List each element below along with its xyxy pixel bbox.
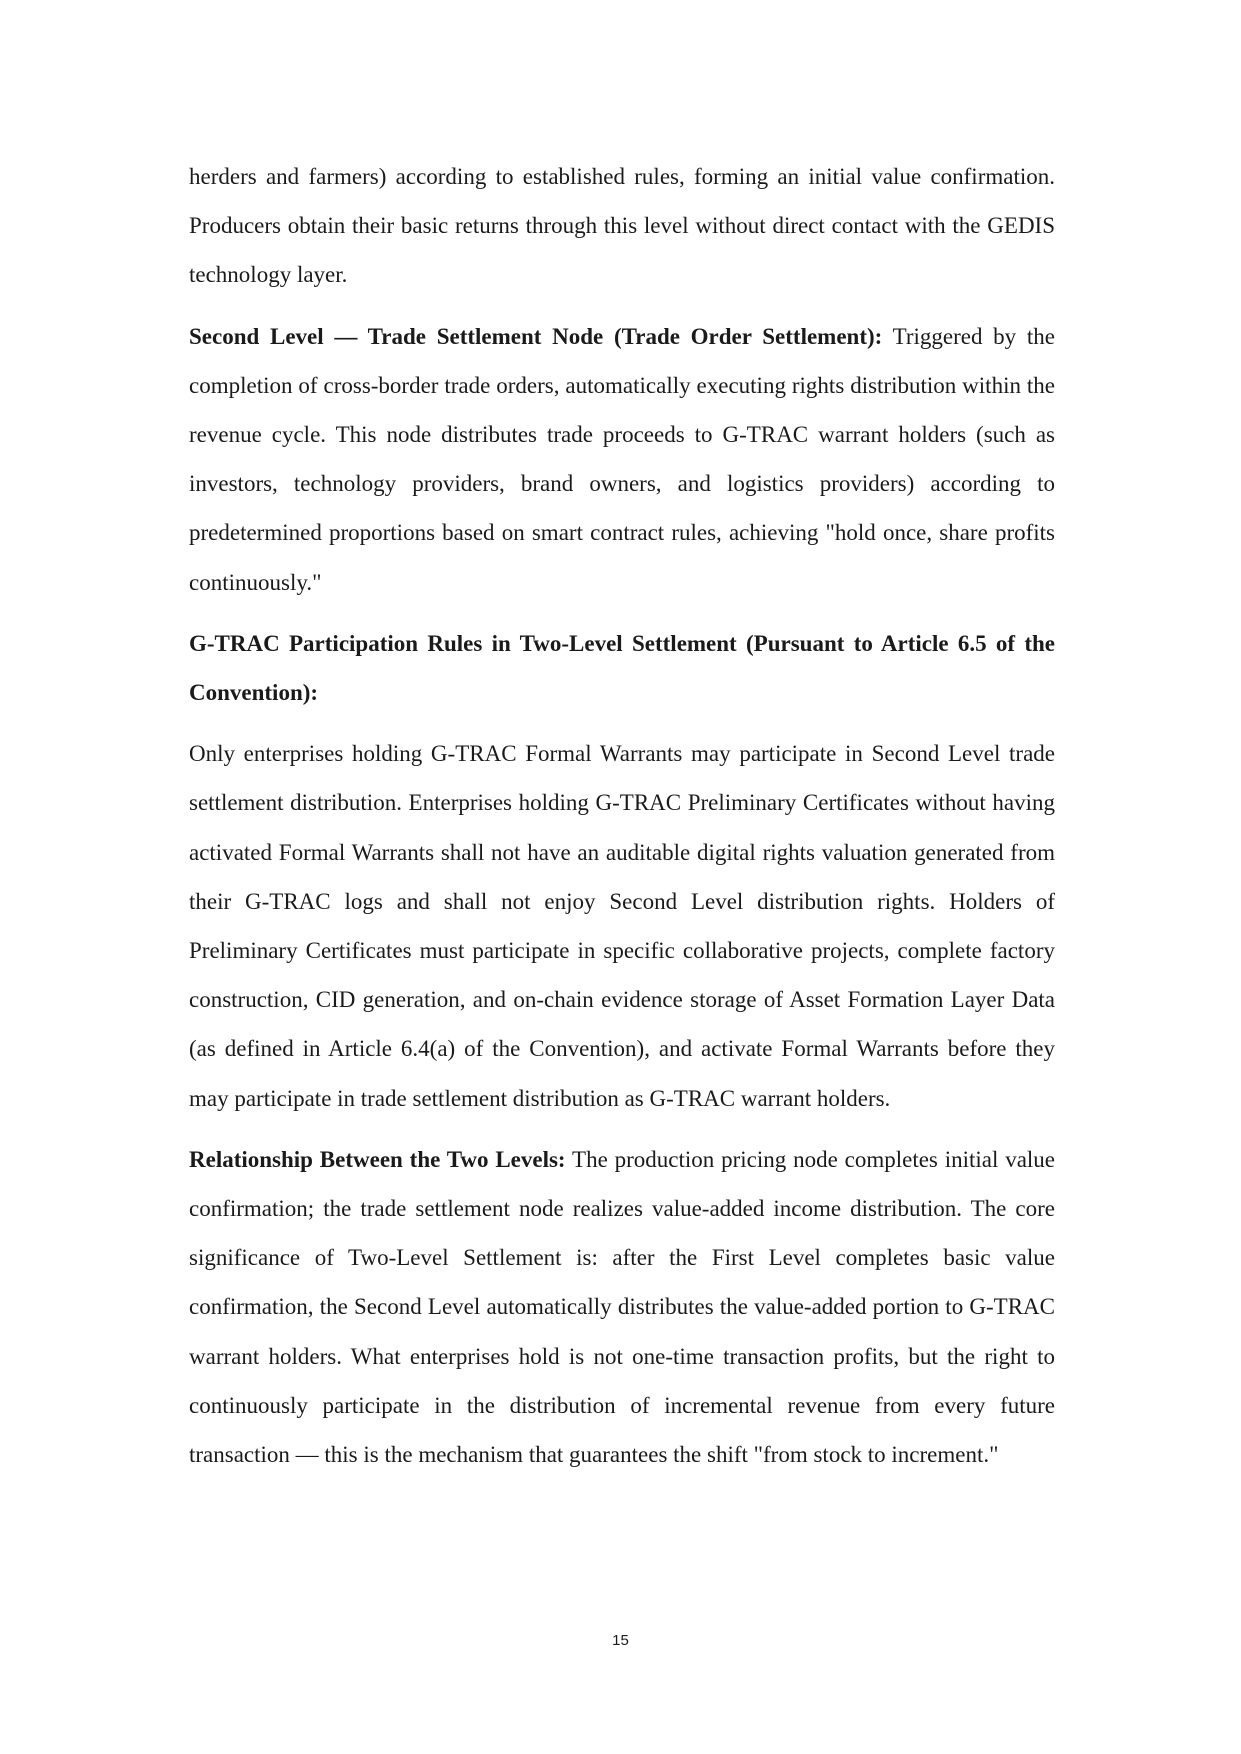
paragraph-text: The production pricing node completes initial value confirmation; the trade settlement node realizes value-added income distribution. The core significance of Two-Level Settlement is: after the First Level completes basic value confirmation, the Second Level automatically distributes the value-added portion to G-TRAC warrant holders. What enterprises hold is not one-time transaction profits, but the right to continuously participate in the distribution of incremental revenue from every future transaction — this is the mechanism that guarantees the shift "from stock to increment."	[189, 1146, 1055, 1468]
paragraph-text: herders and farmers) according to established rules, forming an initial value confirmation. Producers obtain their basic returns through this level without direct contact with the GEDIS technology layer.	[189, 164, 1055, 288]
paragraph-participation-rules	[189, 729, 1055, 1123]
paragraph-relationship	[189, 1135, 1055, 1479]
document-body	[189, 152, 1055, 1491]
section-heading-participation-rules	[189, 619, 1055, 717]
paragraph-second-level	[189, 312, 1055, 607]
page-number: 15	[612, 1632, 629, 1649]
paragraph-heading: Second Level — Trade Settlement Node (Trade Order Settlement):	[189, 323, 883, 349]
paragraph-text: Only enterprises holding G-TRAC Formal Warrants may participate in Second Level trade settlement distribution. Enterprises holding G-TRAC Preliminary Certificates without having activated Formal Warrants shall not have an auditable digital rights valuation generated from their G-TRAC logs and shall not enjoy Second Level distribution rights. Holders of Preliminary Certificates must participate in specific collaborative projects, complete factory construction, CID generation, and on-chain evidence storage of Asset Formation Layer Data (as defined in Article 6.4(a) of the Convention), and activate Formal Warrants before they may participate in trade settlement distribution as G-TRAC warrant holders.	[189, 741, 1055, 1111]
paragraph-heading: Relationship Between the Two Levels:	[189, 1146, 566, 1172]
paragraph-text: Triggered by the completion of cross-border trade orders, automatically executing rights distribution within the revenue cycle. This node distributes trade proceeds to G-TRAC warrant holders (such as investors, technology providers, brand owners, and logistics providers) according to predetermined proportions based on smart contract rules, achieving "hold once, share profits continuously."	[189, 323, 1055, 595]
paragraph-producer-returns	[189, 152, 1055, 300]
paragraph-heading: G-TRAC Participation Rules in Two-Level Settlement (Pursuant to Article 6.5 of the Convention):	[189, 630, 1055, 706]
